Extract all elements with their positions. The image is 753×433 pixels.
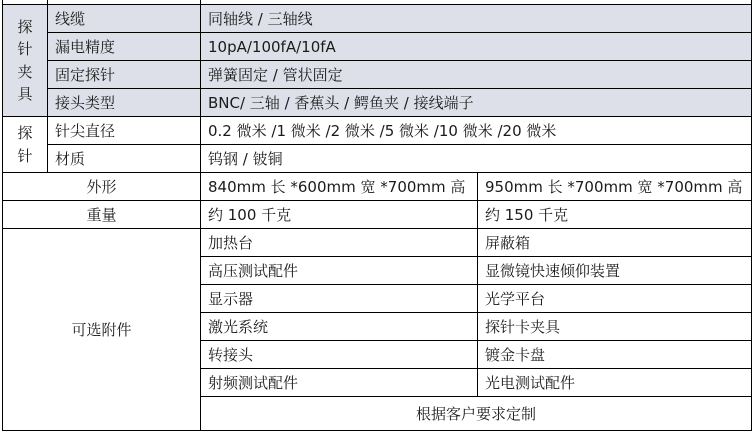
accessory-item-display: 显示器	[201, 285, 478, 313]
spec-table	[2, 0, 752, 431]
value-dimensions-b: 950mm 长 *700mm 宽 *700mm 高	[478, 173, 752, 201]
value-dimensions-a: 840mm 长 *600mm 宽 *700mm 高	[201, 173, 478, 201]
accessory-item-microscope-tilt: 显微镜快速倾仰装置	[478, 257, 752, 285]
row-accessory-1	[3, 229, 752, 257]
group-cell-optional-accessories: 可选附件	[3, 229, 201, 431]
accessory-item-gold-plated-chuck: 镀金卡盘	[478, 341, 752, 369]
group-cell-probe	[3, 117, 48, 173]
value-weight-b: 约 150 千克	[478, 201, 752, 229]
accessory-item-rf-test: 射频测试配件	[201, 369, 478, 397]
row-weight	[3, 201, 752, 229]
accessory-item-hv-test: 高压测试配件	[201, 257, 478, 285]
custom-note-cell: 根据客户要求定制	[201, 397, 752, 431]
row-tip-diameter	[3, 117, 752, 145]
accessory-item-heating-stage: 加热台	[201, 229, 478, 257]
group-label-probe: 探针	[17, 124, 33, 165]
row-leakage-accuracy	[3, 33, 752, 61]
value-leakage-accuracy: 10pA/100fA/10fA	[201, 33, 752, 61]
row-dimensions	[3, 173, 752, 201]
value-tip-diameter: 0.2 微米 /1 微米 /2 微米 /5 微米 /10 微米 /20 微米	[201, 117, 752, 145]
row-connector-type	[3, 89, 752, 117]
value-probe-fixing: 弹簧固定 / 管状固定	[201, 61, 752, 89]
group-cell-probe-fixture	[3, 5, 48, 117]
label-probe-fixing: 固定探针	[48, 61, 201, 89]
row-cable	[3, 5, 752, 33]
value-material: 钨钢 / 铍铜	[201, 145, 752, 173]
accessory-item-probe-card-fixture: 探针卡夹具	[478, 313, 752, 341]
value-weight-a: 约 100 千克	[201, 201, 478, 229]
label-leakage-accuracy: 漏电精度	[48, 33, 201, 61]
row-material	[3, 145, 752, 173]
accessory-item-adapter: 转接头	[201, 341, 478, 369]
label-cable: 线缆	[48, 5, 201, 33]
value-cable: 同轴线 / 三轴线	[201, 5, 752, 33]
accessory-item-shield-box: 屏蔽箱	[478, 229, 752, 257]
accessory-item-laser-system: 激光系统	[201, 313, 478, 341]
value-connector-type: BNC/ 三轴 / 香蕉头 / 鳄鱼夹 / 接线端子	[201, 89, 752, 117]
label-cell-weight: 重量	[3, 201, 201, 229]
group-label-probe-fixture: 探针夹具	[17, 17, 33, 103]
row-probe-fixing	[3, 61, 752, 89]
accessory-item-optoelectronic-test: 光电测试配件	[478, 369, 752, 397]
label-connector-type: 接头类型	[48, 89, 201, 117]
label-tip-diameter: 针尖直径	[48, 117, 201, 145]
label-material: 材质	[48, 145, 201, 173]
accessory-item-optical-platform: 光学平台	[478, 285, 752, 313]
label-cell-dimensions: 外形	[3, 173, 201, 201]
